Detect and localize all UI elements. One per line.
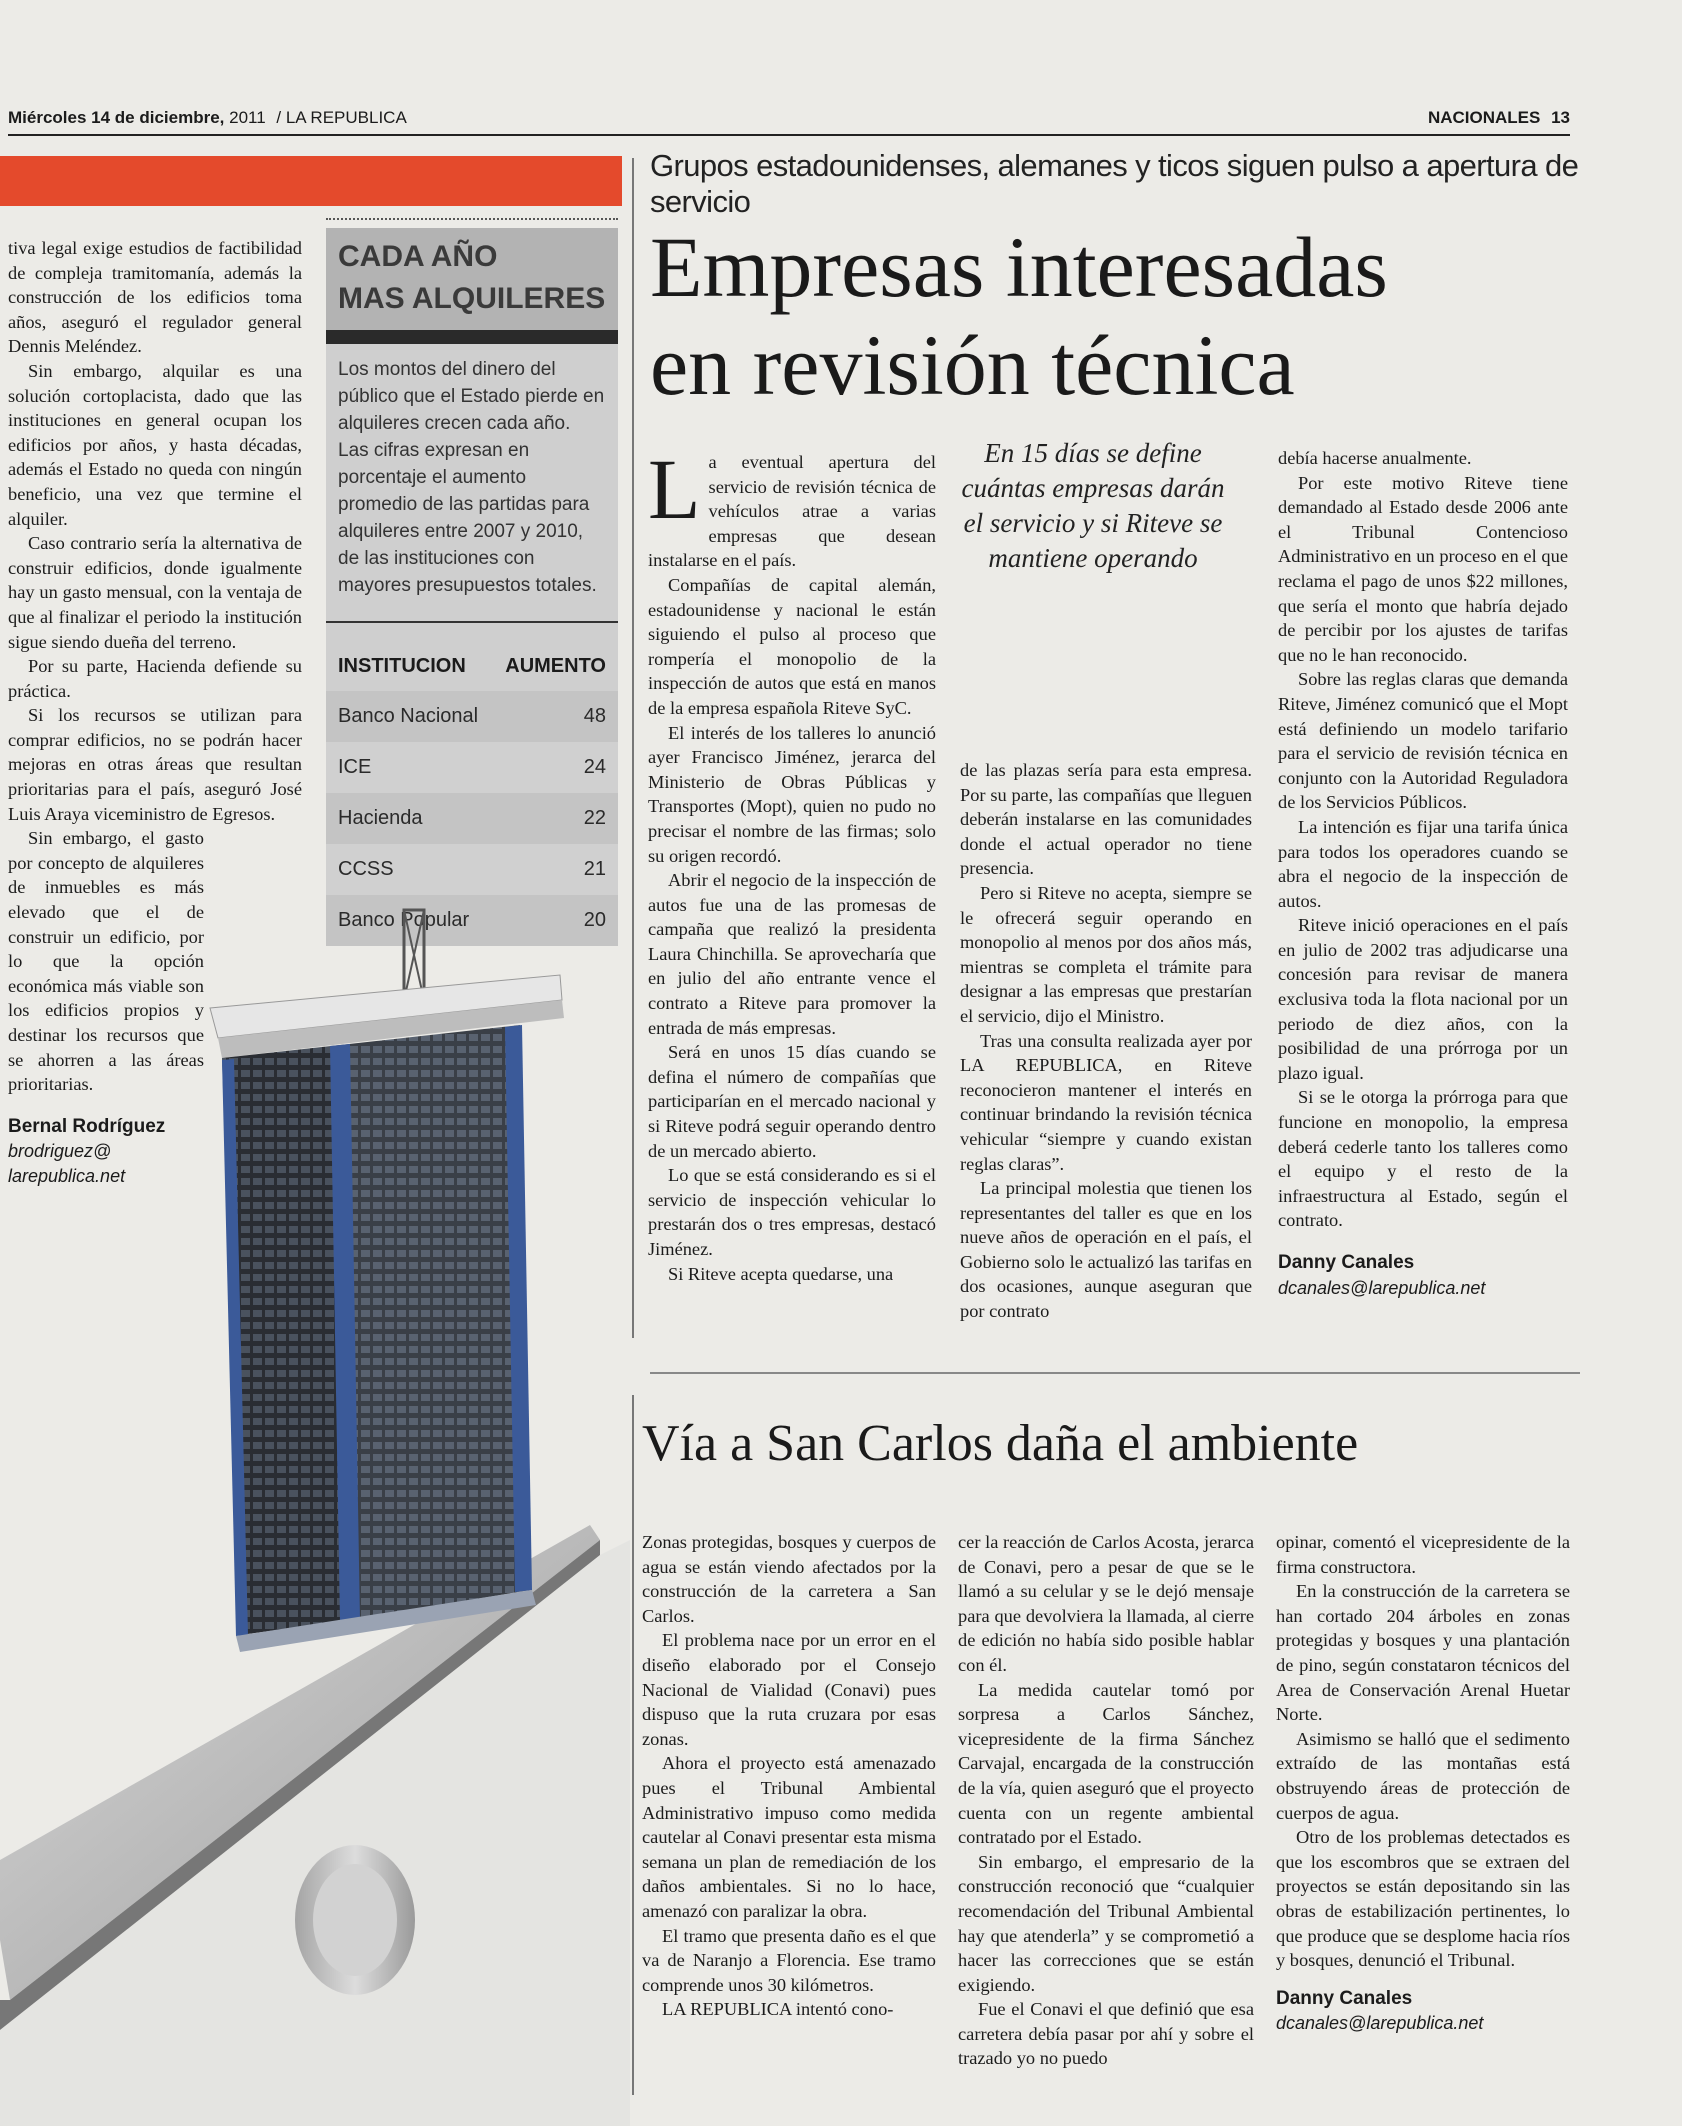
main-paragraph: de las plazas sería para esta empresa. Por su parte, las compañías que lleguen deberán instalarse en las comunidades donde el actual operador no tiene presencia. bbox=[960, 760, 1252, 879]
row-value: 24 bbox=[583, 756, 606, 778]
main-paragraph: debía hacerse anualmente. bbox=[1278, 448, 1472, 468]
main-paragraph: Pero si Riteve no acepta, siempre se le ofrecerá seguir operando en monopolio al menos por dos años más, mientras se completa el trámite para designar a las empresas que prestarían el servicio, dijo el Ministro. bbox=[960, 882, 1252, 1026]
header-date-year: 2011 bbox=[224, 108, 266, 127]
table-row bbox=[326, 844, 618, 895]
red-accent-bar bbox=[0, 156, 622, 206]
row-institution: Banco Nacional bbox=[338, 705, 479, 727]
sidebar-box bbox=[326, 218, 618, 931]
left-byline-email: brodriguez@ bbox=[8, 1141, 112, 1162]
sidebar-dotted-rule bbox=[326, 218, 618, 220]
lead-paragraph bbox=[648, 441, 936, 573]
main-byline-author: Danny Canales bbox=[1278, 1252, 1415, 1273]
second-headline: Vía a San Carlos daña el ambiente bbox=[642, 1415, 1359, 1472]
article-kicker: Grupos estadounidenses, alemanes y ticos siguen pulso a apertura de servicio bbox=[650, 148, 1579, 219]
headline-line1: Empresas interesadas bbox=[650, 219, 1388, 315]
sidebar-title-box bbox=[326, 228, 618, 344]
second-paragraph: Sin embargo, el empresario de la construcción reconoció que “cualquier recomendación del Tribunal Ambiental hay que atenderla” y se comprometió a hacer las correcciones que se están exigiendo. bbox=[958, 1851, 1254, 1995]
lead-text: a eventual apertura del servicio de revisión técnica de vehículos atrae a varias empresas que desean instalarse en el país. bbox=[648, 452, 936, 571]
left-paragraph: Sin embargo, alquilar es una solución cortoplacista, dado que las instituciones en general ocupan los edificios por años, y hasta décadas, además el Estado no queda con ningún beneficio, una vez que termine el alquiler. bbox=[8, 360, 302, 529]
left-byline-email-2: larepublica.net bbox=[8, 1165, 126, 1186]
main-paragraph: Será en unos 15 días cuando se defina el número de compañías que participarían en el mercado nacional y si Riteve podrá seguir operando dentro de un mercado abierto. bbox=[648, 1042, 936, 1161]
main-paragraph: El interés de los talleres lo anunció ayer Francisco Jiménez, jerarca del Ministerio de Obras Públicas y Transportes (Mopt), quien no pudo no precisar el nombre de las firmas; solo su origen recordó. bbox=[648, 722, 936, 866]
pull-quote: En 15 días se define cuántas empresas darán el servicio y si Riteve se mantiene operando bbox=[961, 438, 1225, 573]
row-value: 22 bbox=[583, 807, 606, 829]
row-value: 20 bbox=[583, 909, 606, 931]
second-paragraph: Ahora el proyecto está amenazado pues el Tribunal Ambiental Administrativo impuso como medida cautelar al Conavi presentar esta misma semana un plan de remediación de los daños ambientales. Si no lo hace, amenazó con paralizar la obra. bbox=[642, 1753, 936, 1921]
table-row bbox=[326, 793, 618, 844]
left-byline-author: Bernal Rodríguez bbox=[8, 1115, 166, 1137]
table-header-increase: AUMENTO bbox=[505, 654, 606, 677]
row-value: 48 bbox=[583, 705, 606, 727]
left-paragraph: Por su parte, Hacienda defiende su práctica. bbox=[8, 656, 302, 701]
row-institution: CCSS bbox=[338, 858, 394, 880]
second-byline-email: dcanales@larepublica.net bbox=[1276, 2013, 1484, 2034]
main-byline-email: dcanales@larepublica.net bbox=[1278, 1277, 1486, 1298]
column-divider-lower bbox=[632, 1395, 634, 2095]
second-paragraph: En la construcción de la carretera se han cortado 204 árboles en zonas protegidas y bosques y una plantación de pino, según constataron técnicos del Area de Conservación Arenal Huetar Norte. bbox=[1276, 1581, 1570, 1725]
main-paragraph: Lo que se está considerando es si el servicio de inspección vehicular lo prestarán dos o tres empresas, destacó Jiménez. bbox=[648, 1165, 936, 1259]
main-paragraph: La intención es fijar una tarifa única para todos los operadores cuando se abra el negocio de la inspección de autos. bbox=[1278, 816, 1568, 911]
table-row bbox=[326, 742, 618, 793]
row-institution: Banco Popular bbox=[338, 909, 470, 931]
column-divider bbox=[632, 158, 634, 1338]
table-header-institution: INSTITUCION bbox=[338, 654, 466, 677]
second-paragraph: LA REPUBLICA intentó cono- bbox=[662, 1999, 894, 2020]
building-seesaw-illustration bbox=[0, 900, 630, 2126]
row-institution: ICE bbox=[338, 756, 372, 778]
sidebar-table bbox=[326, 621, 618, 946]
sidebar-title-line2: MAS ALQUILERES bbox=[338, 282, 606, 315]
row-institution: Hacienda bbox=[338, 807, 423, 829]
section-name: NACIONALES bbox=[1427, 108, 1541, 127]
main-paragraph: Abrir el negocio de la inspección de autos fue una de las promesas de campaña que realizó la presidenta Laura Chinchilla. Se aprovecharía que en julio del año entrante vence el contrato a Riteve para promover la entrada de más empresas. bbox=[648, 870, 936, 1038]
main-paragraph: Tras una consulta realizada ayer por LA REPUBLICA, en Riteve reconocieron mantener el interés en continuar brindando la revisión técnica vehicular “siempre y cuando existan reglas claras”. bbox=[960, 1030, 1252, 1174]
left-paragraph: tiva legal exige estudios de factibilidad de compleja tramitomanía, además la construcción de los edificios toma años, aseguró el regulador general Dennis Meléndez. bbox=[8, 238, 302, 357]
second-paragraph: Asimismo se halló que el sedimento extraído de las montañas está obstruyendo áreas de protección de cuerpos de agua. bbox=[1276, 1728, 1570, 1823]
second-col3 bbox=[1276, 1530, 1570, 2036]
row-value: 21 bbox=[583, 858, 606, 880]
sidebar-title-line1: CADA AÑO bbox=[338, 240, 498, 273]
drop-cap: L bbox=[648, 441, 701, 537]
main-paragraph: Si Riteve acepta quedarse, una bbox=[668, 1263, 894, 1284]
table-header-row bbox=[326, 641, 618, 691]
header-section bbox=[1428, 108, 1570, 128]
main-paragraph: Riteve inició operaciones en el país en julio de 2002 tras adjudicarse una concesión para revisar de manera exclusiva toda la flota nacional por un periodo de diez años, con la posibilidad de una prórroga por un plazo igual. bbox=[1278, 915, 1568, 1083]
page-header bbox=[8, 108, 1570, 136]
second-paragraph: Otro de los problemas detectados es que los escombros que se extraen del proyectos se están depositando sin las obras de estabilización pertinentes, lo que produce que se desplome hacia ríos y bosques, denunció el Tribunal. bbox=[1276, 1827, 1570, 1971]
left-paragraph: Caso contrario sería la alternativa de construir edificios, donde igualmente hay un gasto mensual, con la ventaja de que al finalizar el periodo la institución sigue siendo dueña del terreno. bbox=[8, 533, 302, 652]
second-paragraph: La medida cautelar tomó por sorpresa a Carlos Sánchez, vicepresidente de la firma Sánchez Carvajal, encargada de la construcción de la vía, quien aseguró que el proyecto cuenta con un regente ambiental contratado por el Estado. bbox=[958, 1679, 1254, 1848]
main-paragraph: Compañías de capital alemán, estadounidense y nacional le están siguiendo el pulso al proceso que rompería el monopolio de la inspección de autos que está en manos de la empresa española Riteve SyC. bbox=[648, 574, 936, 718]
headline-line2: en revisión técnica bbox=[650, 317, 1295, 413]
second-paragraph: Fue el Conavi el que definió que esa carretera debía pasar por ahí y sobre el trazado yo no puedo bbox=[958, 1999, 1254, 2069]
left-paragraph: Sin embargo, el gasto por concepto de alquileres de inmuebles es más elevado que el de construir un edificio, por lo que la opción económica más viable son los edificios propios y destinar los recursos que se ahorren a las áreas prioritarias. bbox=[8, 828, 204, 1095]
main-col2 bbox=[960, 758, 1252, 1324]
main-paragraph: Sobre las reglas claras que demanda Riteve, Jiménez comunicó que el Mopt está definiendo un modelo tarifario para el servicio de revisión técnica en conjunto con la Autoridad Reguladora de los Servicios Públicos. bbox=[1278, 669, 1568, 813]
second-byline-author: Danny Canales bbox=[1276, 1987, 1413, 2009]
second-paragraph: El problema nace por un error en el diseño elaborado por el Consejo Nacional de Vialidad (Conavi) pues dispuso que la ruta cruzara por esas zonas. bbox=[642, 1630, 936, 1749]
article-headline bbox=[650, 218, 1580, 414]
second-paragraph: Zonas protegidas, bosques y cuerpos de agua se están viendo afectados por la construcción de la carretera a San Carlos. bbox=[642, 1532, 936, 1626]
main-col3 bbox=[1278, 446, 1568, 1300]
article-separator bbox=[650, 1372, 1580, 1374]
second-col1 bbox=[642, 1530, 936, 2022]
main-paragraph: La principal molestia que tienen los representantes del taller es que en los nueve años de operación en el país, el Gobierno solo le actualizó las tarifas en dos ocasiones, aunque aseguran que por contrato bbox=[960, 1178, 1252, 1322]
left-paragraph: Si los recursos se utilizan para comprar edificios, no se podrán hacer mejoras en otras áreas que resultan prioritarias para el país, aseguró José Luis Araya viceministro de Egresos. bbox=[8, 705, 302, 824]
header-date-day: Miércoles 14 de diciembre, bbox=[8, 108, 225, 127]
header-paper: / LA REPUBLICA bbox=[276, 108, 407, 127]
second-col2 bbox=[958, 1530, 1254, 2071]
table-row bbox=[326, 691, 618, 742]
page-number: 13 bbox=[1551, 108, 1570, 127]
second-paragraph: El tramo que presenta daño es el que va de Naranjo a Florencia. Ese tramo comprende unos 30 kilómetros. bbox=[642, 1925, 936, 1995]
main-paragraph: Por este motivo Riteve tiene demandado al Estado desde 2006 ante el Tribunal Contencioso Administrativo en un proceso en el que reclama el pago de unos $22 millones, que sería el monto que habría dejado de percibir por los ajustes de tarifas que no le han reconocido. bbox=[1278, 472, 1568, 665]
sidebar-intro: Los montos del dinero del público que el Estado pierde en alquileres crecen cada año. Las cifras expresan en porcentaje el aumento promedio de las partidas para alquileres entre 2007 y 2010, de las instituciones con mayores presupuestos totales. bbox=[326, 344, 618, 621]
main-col1 bbox=[648, 441, 936, 1286]
main-paragraph: Si se le otorga la prórroga para que funcione en monopolio, la empresa deberá cederle tanto los talleres como el equipo y el resto de la infraestructura al Estado, según el contrato. bbox=[1278, 1087, 1568, 1231]
second-paragraph: opinar, comentó el vicepresidente de la firma constructora. bbox=[1276, 1532, 1570, 1577]
second-paragraph: cer la reacción de Carlos Acosta, jerarca de Conavi, pero a pesar de que se le llamó a su celular y se le dejó mensaje para que devolviera la llamada, al cierre de edición no había sido posible hablar con él. bbox=[958, 1532, 1254, 1675]
header-date bbox=[8, 108, 407, 127]
